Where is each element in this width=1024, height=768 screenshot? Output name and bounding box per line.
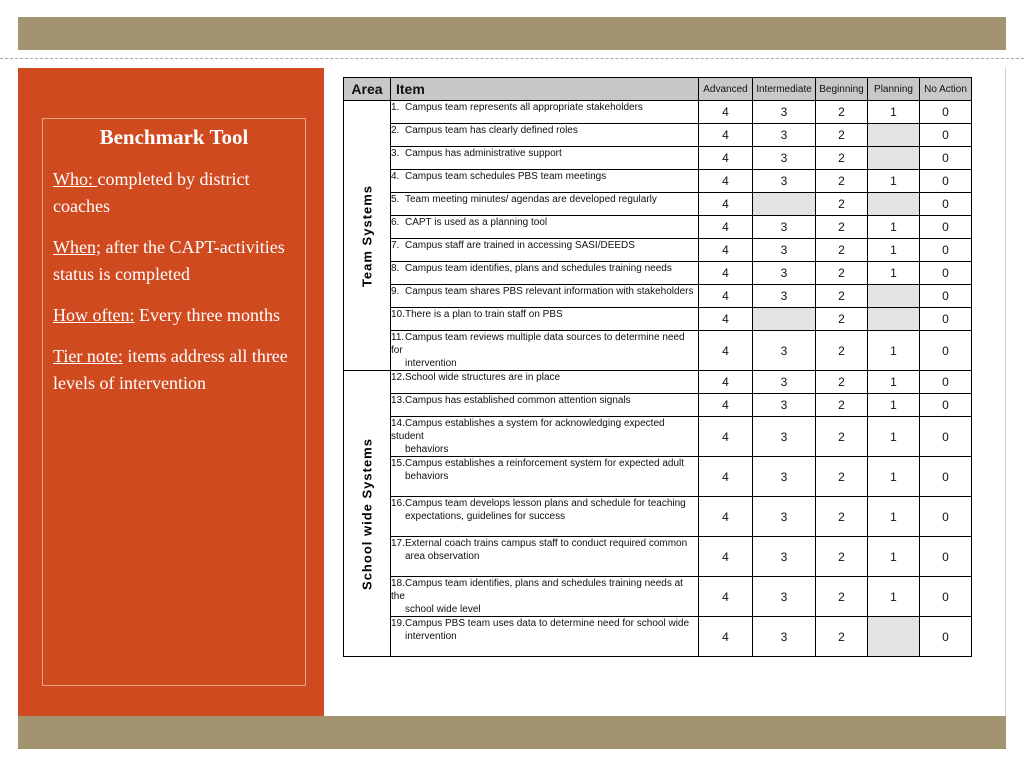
item-text: School wide structures are in place [405, 372, 561, 383]
item-text: Campus team reviews multiple data sources to determine need for [391, 332, 685, 356]
score-cell: 0 [920, 239, 972, 262]
table-row [344, 537, 972, 577]
item-text: Campus has administrative support [405, 148, 562, 159]
table-row [344, 617, 972, 657]
when-label: When; [53, 237, 101, 257]
score-cell: 4 [699, 285, 753, 308]
score-cell: 2 [816, 147, 868, 170]
table-row [344, 285, 972, 308]
item-number: 13. [391, 395, 405, 406]
item-text: Campus team shares PBS relevant information with stakeholders [405, 286, 694, 297]
who-text: completed by district coaches [53, 169, 250, 216]
table-row [344, 394, 972, 417]
item-text-continued: behaviors [405, 444, 449, 455]
item-number: 8. [391, 263, 400, 274]
item-number: 10. [391, 309, 405, 320]
area-cell [344, 371, 391, 657]
item-number: 14. [391, 418, 405, 429]
item-text: Campus team has clearly defined roles [405, 125, 578, 136]
score-cell: 2 [816, 457, 868, 497]
table-row [344, 193, 972, 216]
score-cell: 0 [920, 331, 972, 371]
item-number: 18. [391, 578, 405, 589]
table-row [344, 417, 972, 457]
score-cell: 1 [868, 239, 920, 262]
score-cell: 4 [699, 371, 753, 394]
when-paragraph [53, 234, 295, 288]
score-cell: 1 [868, 262, 920, 285]
item-text: Campus team develops lesson plans and schedule for teaching [405, 498, 686, 509]
score-cell: 3 [753, 285, 816, 308]
score-cell: 0 [920, 216, 972, 239]
score-cell: 3 [753, 617, 816, 657]
score-cell: 2 [816, 308, 868, 331]
score-cell: 1 [868, 216, 920, 239]
header-intermediate: Intermediate [753, 78, 816, 101]
score-cell: 4 [699, 262, 753, 285]
how-often-text: Every three months [134, 305, 280, 325]
score-cell: 1 [868, 457, 920, 497]
score-cell: 3 [753, 239, 816, 262]
score-cell: 0 [920, 457, 972, 497]
area-label: School wide Systems [359, 437, 375, 590]
item-text: Campus establishes a reinforcement system for expected adult [405, 458, 685, 469]
who-label: Who: [53, 169, 98, 189]
table-row [344, 457, 972, 497]
item-cell [391, 239, 699, 262]
header-no-action: No Action [920, 78, 972, 101]
item-number: 19. [391, 618, 405, 629]
item-text: Campus has established common attention signals [405, 395, 631, 406]
table-header-row [344, 78, 972, 101]
score-cell: 0 [920, 617, 972, 657]
score-cell-blank [868, 285, 920, 308]
table-row [344, 101, 972, 124]
score-cell: 3 [753, 457, 816, 497]
score-cell: 3 [753, 331, 816, 371]
score-cell: 2 [816, 170, 868, 193]
who-paragraph [53, 166, 295, 220]
score-cell: 1 [868, 417, 920, 457]
score-cell: 1 [868, 537, 920, 577]
tier-note-paragraph [53, 343, 295, 397]
item-number: 1. [391, 102, 400, 113]
table-row [344, 308, 972, 331]
score-cell: 2 [816, 101, 868, 124]
item-text-continued: intervention [405, 631, 457, 642]
score-cell: 1 [868, 497, 920, 537]
item-number: 17. [391, 538, 405, 549]
score-cell: 2 [816, 394, 868, 417]
score-cell-blank [753, 308, 816, 331]
score-cell: 0 [920, 308, 972, 331]
header-beginning: Beginning [816, 78, 868, 101]
score-cell: 4 [699, 497, 753, 537]
table-row [344, 497, 972, 537]
score-cell: 4 [699, 577, 753, 617]
score-cell: 3 [753, 537, 816, 577]
score-cell: 2 [816, 417, 868, 457]
item-number: 15. [391, 458, 405, 469]
score-cell: 4 [699, 308, 753, 331]
score-cell: 4 [699, 537, 753, 577]
item-cell [391, 577, 699, 617]
score-cell: 4 [699, 417, 753, 457]
item-number: 7. [391, 240, 400, 251]
score-cell: 1 [868, 170, 920, 193]
item-cell [391, 101, 699, 124]
score-cell: 0 [920, 170, 972, 193]
score-cell-blank [868, 124, 920, 147]
item-cell [391, 147, 699, 170]
table-row [344, 577, 972, 617]
item-text: There is a plan to train staff on PBS [405, 309, 563, 320]
item-number: 16. [391, 498, 405, 509]
table-row [344, 147, 972, 170]
score-cell: 1 [868, 577, 920, 617]
item-text: External coach trains campus staff to conduct required common [405, 538, 688, 549]
score-cell: 0 [920, 497, 972, 537]
item-number: 5. [391, 194, 400, 205]
item-number: 4. [391, 171, 400, 182]
score-cell: 1 [868, 331, 920, 371]
score-cell: 3 [753, 262, 816, 285]
score-cell: 0 [920, 577, 972, 617]
item-number: 11. [391, 332, 405, 343]
score-cell: 0 [920, 193, 972, 216]
item-cell [391, 216, 699, 239]
tier-note-text: items address all three levels of intervention [53, 346, 288, 393]
score-cell: 0 [920, 371, 972, 394]
item-text-continued: expectations, guidelines for success [405, 511, 566, 522]
score-cell: 3 [753, 101, 816, 124]
score-cell: 4 [699, 216, 753, 239]
item-cell [391, 262, 699, 285]
score-cell: 2 [816, 577, 868, 617]
item-cell [391, 617, 699, 657]
score-cell: 0 [920, 147, 972, 170]
item-text-continued: intervention [405, 358, 457, 369]
score-cell: 4 [699, 193, 753, 216]
how-often-label: How often: [53, 305, 135, 325]
score-cell: 4 [699, 101, 753, 124]
score-cell: 3 [753, 394, 816, 417]
score-cell-blank [868, 193, 920, 216]
score-cell: 2 [816, 262, 868, 285]
table-row [344, 262, 972, 285]
score-cell: 0 [920, 262, 972, 285]
table-row [344, 216, 972, 239]
item-number: 3. [391, 148, 400, 159]
item-text: Team meeting minutes/ agendas are developed regularly [405, 194, 657, 205]
item-number: 6. [391, 217, 400, 228]
item-cell [391, 331, 699, 371]
item-cell [391, 457, 699, 497]
item-cell [391, 417, 699, 457]
item-text: Campus PBS team uses data to determine need for school wide [405, 618, 690, 629]
score-cell: 1 [868, 394, 920, 417]
score-cell: 3 [753, 417, 816, 457]
tier-note-label: Tier note: [53, 346, 123, 366]
item-cell [391, 285, 699, 308]
item-number: 12. [391, 372, 405, 383]
how-often-paragraph [53, 302, 295, 329]
score-cell: 2 [816, 331, 868, 371]
item-text: Campus staff are trained in accessing SASI/DEEDS [405, 240, 635, 251]
score-cell: 4 [699, 239, 753, 262]
score-cell-blank [868, 147, 920, 170]
item-cell [391, 497, 699, 537]
item-text-continued: area observation [405, 551, 480, 562]
item-text: Campus establishes a system for acknowledging expected student [391, 418, 665, 442]
header-item: Item [391, 78, 699, 101]
header-area: Area [344, 78, 391, 101]
score-cell: 4 [699, 394, 753, 417]
score-cell: 3 [753, 124, 816, 147]
area-label: Team Systems [359, 184, 375, 287]
score-cell: 2 [816, 537, 868, 577]
score-cell: 1 [868, 101, 920, 124]
score-cell: 4 [699, 170, 753, 193]
score-cell: 2 [816, 216, 868, 239]
item-cell [391, 193, 699, 216]
score-cell: 4 [699, 124, 753, 147]
header-planning: Planning [868, 78, 920, 101]
item-cell [391, 371, 699, 394]
score-cell: 0 [920, 124, 972, 147]
when-text: after the CAPT-activities status is completed [53, 237, 285, 284]
score-cell: 3 [753, 577, 816, 617]
item-number: 9. [391, 286, 400, 297]
sidebar-title: Benchmark Tool [99, 125, 249, 149]
item-cell [391, 124, 699, 147]
item-text: CAPT is used as a planning tool [405, 217, 548, 228]
table-row [344, 371, 972, 394]
item-number: 2. [391, 125, 400, 136]
table-row [344, 124, 972, 147]
score-cell: 2 [816, 371, 868, 394]
score-cell-blank [753, 193, 816, 216]
score-cell: 2 [816, 193, 868, 216]
item-text-continued: behaviors [405, 471, 449, 482]
score-cell: 3 [753, 170, 816, 193]
score-cell: 3 [753, 216, 816, 239]
area-cell [344, 101, 391, 371]
score-cell: 3 [753, 497, 816, 537]
score-cell: 2 [816, 285, 868, 308]
score-cell: 3 [753, 147, 816, 170]
top-band [18, 17, 1006, 50]
score-cell: 3 [753, 371, 816, 394]
benchmark-table [343, 77, 972, 657]
item-text: Campus team represents all appropriate stakeholders [405, 102, 643, 113]
item-cell [391, 170, 699, 193]
score-cell-blank [868, 308, 920, 331]
item-cell [391, 537, 699, 577]
score-cell: 0 [920, 394, 972, 417]
item-cell [391, 308, 699, 331]
header-advanced: Advanced [699, 78, 753, 101]
score-cell: 4 [699, 617, 753, 657]
table-row [344, 239, 972, 262]
item-cell [391, 394, 699, 417]
item-text: Campus team identifies, plans and schedules training needs [405, 263, 672, 274]
table-row [344, 170, 972, 193]
table-row [344, 331, 972, 371]
score-cell: 2 [816, 239, 868, 262]
score-cell: 2 [816, 124, 868, 147]
item-text: Campus team identifies, plans and schedules training needs at the [391, 578, 683, 602]
dashed-divider [0, 58, 1024, 59]
score-cell-blank [868, 617, 920, 657]
score-cell: 2 [816, 617, 868, 657]
score-cell: 0 [920, 285, 972, 308]
item-text: Campus team schedules PBS team meetings [405, 171, 607, 182]
item-text-continued: school wide level [405, 604, 481, 615]
score-cell: 4 [699, 147, 753, 170]
score-cell: 4 [699, 457, 753, 497]
score-cell: 4 [699, 331, 753, 371]
score-cell: 0 [920, 101, 972, 124]
score-cell: 2 [816, 497, 868, 537]
sidebar-text-box [42, 118, 306, 686]
score-cell: 0 [920, 537, 972, 577]
score-cell: 1 [868, 371, 920, 394]
score-cell: 0 [920, 417, 972, 457]
bottom-band [18, 716, 1006, 749]
